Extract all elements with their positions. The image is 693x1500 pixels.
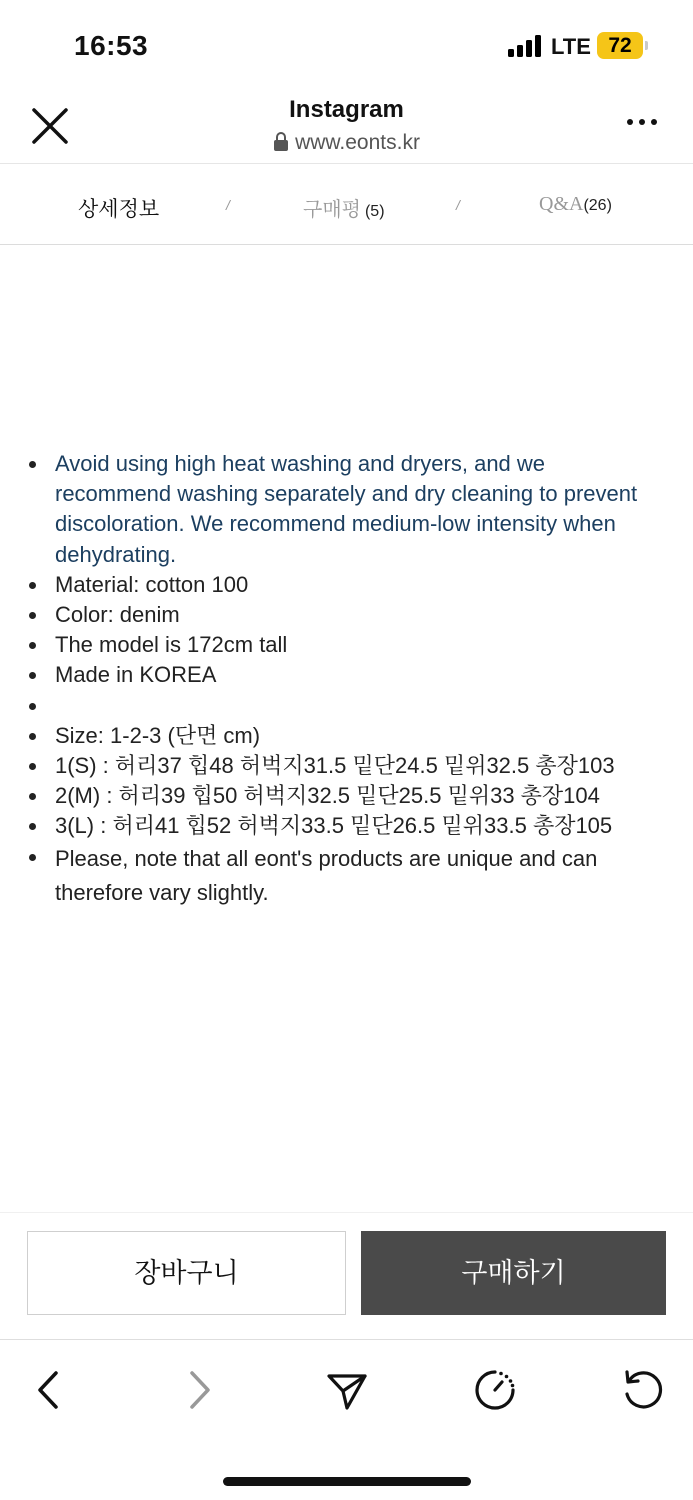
tab-review-label: 구매평 xyxy=(303,199,361,221)
list-item: Size: 1-2-3 (단면 cm) xyxy=(55,721,655,751)
list-item: Material: cotton 100 xyxy=(55,570,655,600)
list-item xyxy=(55,691,655,721)
signal-icon xyxy=(508,35,544,57)
list-item: Made in KOREA xyxy=(55,660,655,690)
list-item: Please, note that all eont's products are unique and can therefore vary slightly. xyxy=(55,842,655,910)
add-to-cart-button[interactable]: 장바구니 xyxy=(27,1231,346,1315)
page-title: Instagram xyxy=(289,96,404,123)
browser-header xyxy=(0,90,693,164)
list-item: 1(S) : 허리37 힙48 허벅지31.5 밑단24.5 밑위32.5 총장103 xyxy=(55,751,655,781)
tab-review-count: (5) xyxy=(364,203,385,220)
list-item: The model is 172cm tall xyxy=(55,630,655,660)
battery-nub xyxy=(645,41,648,50)
more-icon xyxy=(622,112,666,132)
product-tabs xyxy=(0,165,693,245)
tab-detail-label: 상세정보 xyxy=(78,198,160,221)
network-type: LTE xyxy=(551,34,591,59)
tab-qa-label: Q&A xyxy=(539,193,584,215)
share-button[interactable] xyxy=(322,1365,372,1415)
tab-separator: / xyxy=(226,197,230,213)
tab-separator: / xyxy=(456,197,460,213)
tab-qa[interactable] xyxy=(539,193,612,216)
tab-qa-count: (26) xyxy=(583,197,612,214)
list-item: 3(L) : 허리41 힙52 허벅지33.5 밑단26.5 밑위33.5 총장105 xyxy=(55,811,655,841)
reload-icon xyxy=(618,1365,668,1415)
share-icon xyxy=(322,1365,372,1415)
url-text: www.eonts.kr xyxy=(295,131,420,154)
reload-button[interactable] xyxy=(618,1365,668,1415)
browser-toolbar xyxy=(0,1341,693,1441)
tab-detail[interactable] xyxy=(78,193,159,223)
back-icon xyxy=(24,1365,74,1415)
buy-now-button[interactable]: 구매하기 xyxy=(361,1231,666,1315)
purchase-action-bar xyxy=(0,1212,693,1340)
list-item: Avoid using high heat washing and dryers, and we recommend washing separately and dry cleaning to prevent discoloration. We recommend medium-low intensity when dehydrating. xyxy=(55,449,655,570)
forward-icon xyxy=(174,1365,224,1415)
status-bar xyxy=(0,0,693,90)
status-time: 16:53 xyxy=(74,30,149,61)
more-button[interactable] xyxy=(622,112,666,132)
speed-icon xyxy=(470,1365,520,1415)
list-item: Color: denim xyxy=(55,600,655,630)
speed-button[interactable] xyxy=(470,1365,520,1415)
url-display[interactable] xyxy=(0,131,693,155)
lock-icon xyxy=(273,132,289,151)
home-indicator[interactable] xyxy=(223,1477,471,1486)
product-info-list xyxy=(55,449,655,910)
back-button[interactable] xyxy=(24,1365,74,1415)
tab-review[interactable] xyxy=(303,193,385,222)
forward-button[interactable] xyxy=(174,1365,224,1415)
battery-icon: 72 xyxy=(597,32,643,59)
list-item: 2(M) : 허리39 힙50 허벅지32.5 밑단25.5 밑위33 총장104 xyxy=(55,781,655,811)
